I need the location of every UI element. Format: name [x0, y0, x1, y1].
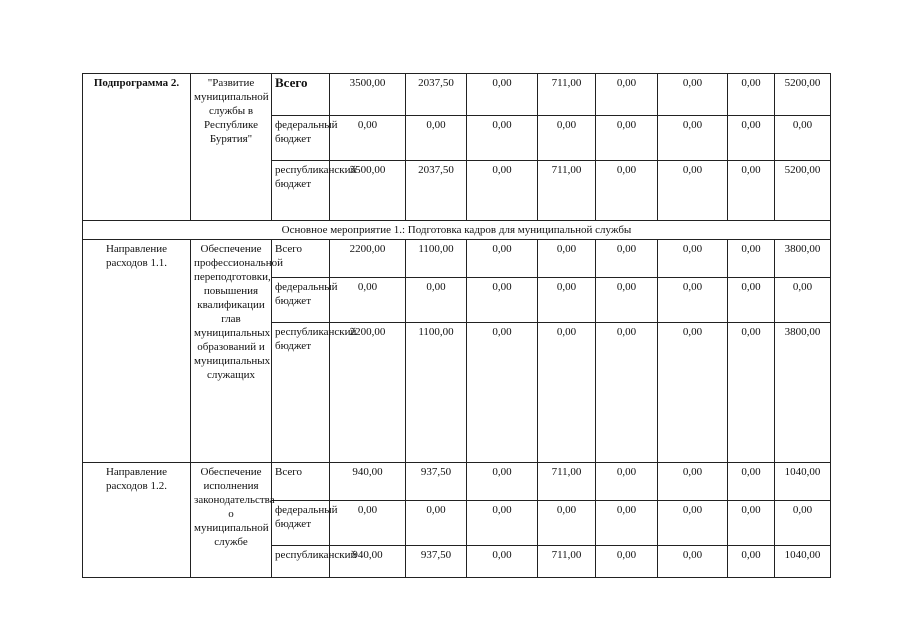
- value-cell: 1040,00: [775, 463, 831, 501]
- value-cell: 1100,00: [406, 240, 467, 278]
- source-cell: республиканский: [272, 546, 330, 578]
- value-cell: 5200,00: [775, 74, 831, 116]
- source-cell: федеральный бюджет: [272, 116, 330, 161]
- source-cell: федеральный бюджет: [272, 501, 330, 546]
- value-cell: 0,00: [775, 501, 831, 546]
- value-cell: 0,00: [658, 323, 728, 463]
- value-cell: 0,00: [596, 546, 658, 578]
- value-cell: 0,00: [728, 116, 775, 161]
- value-cell: 0,00: [658, 161, 728, 221]
- section-title: Основное мероприятие 1.: Подготовка кадров для муниципальной службы: [83, 221, 831, 240]
- value-cell: 711,00: [538, 463, 596, 501]
- value-cell: 0,00: [538, 501, 596, 546]
- value-cell: 0,00: [538, 116, 596, 161]
- value-cell: 0,00: [728, 161, 775, 221]
- table-row: [83, 463, 831, 501]
- value-cell: 711,00: [538, 161, 596, 221]
- value-cell: 0,00: [596, 501, 658, 546]
- value-cell: 3800,00: [775, 323, 831, 463]
- value-cell: 3500,00: [330, 161, 406, 221]
- direction-label: Направление расходов 1.2.: [83, 463, 191, 578]
- value-cell: 0,00: [406, 278, 467, 323]
- value-cell: 0,00: [596, 74, 658, 116]
- value-cell: 0,00: [658, 116, 728, 161]
- value-cell: 0,00: [728, 501, 775, 546]
- value-cell: 2200,00: [330, 323, 406, 463]
- value-cell: 0,00: [406, 116, 467, 161]
- program-label: Подпрограмма 2.: [83, 74, 191, 221]
- value-cell: 0,00: [330, 278, 406, 323]
- value-cell: 937,50: [406, 546, 467, 578]
- value-cell: 937,50: [406, 463, 467, 501]
- budget-table: [82, 73, 831, 578]
- value-cell: 711,00: [538, 546, 596, 578]
- source-cell: Всего: [272, 463, 330, 501]
- value-cell: 0,00: [467, 501, 538, 546]
- value-cell: 0,00: [728, 240, 775, 278]
- value-cell: 0,00: [467, 240, 538, 278]
- value-cell: 2037,50: [406, 161, 467, 221]
- value-cell: 0,00: [467, 546, 538, 578]
- value-cell: 0,00: [538, 323, 596, 463]
- value-cell: 0,00: [728, 463, 775, 501]
- value-cell: 1040,00: [775, 546, 831, 578]
- value-cell: 0,00: [596, 116, 658, 161]
- value-cell: 0,00: [596, 463, 658, 501]
- value-cell: 0,00: [467, 323, 538, 463]
- value-cell: 711,00: [538, 74, 596, 116]
- source-cell: республиканский бюджет: [272, 323, 330, 463]
- direction-name: Обеспечение исполнения законодательства о муниципальной службе: [191, 463, 272, 578]
- value-cell: 0,00: [728, 546, 775, 578]
- direction-name: Обеспечение профессиональной переподготовки, повышения квалификации глав муниципальных образований и муниципальных служащих: [191, 240, 272, 463]
- value-cell: 0,00: [728, 323, 775, 463]
- value-cell: 0,00: [658, 278, 728, 323]
- source-cell: Всего: [272, 74, 330, 116]
- value-cell: 3800,00: [775, 240, 831, 278]
- value-cell: 0,00: [658, 74, 728, 116]
- value-cell: 0,00: [658, 501, 728, 546]
- value-cell: 0,00: [596, 278, 658, 323]
- value-cell: 0,00: [330, 501, 406, 546]
- program-name: "Развитие муниципальной службы в Республике Бурятия": [191, 74, 272, 221]
- value-cell: 0,00: [775, 116, 831, 161]
- value-cell: 0,00: [467, 161, 538, 221]
- value-cell: 3500,00: [330, 74, 406, 116]
- value-cell: 0,00: [538, 240, 596, 278]
- value-cell: 0,00: [467, 463, 538, 501]
- value-cell: 2200,00: [330, 240, 406, 278]
- source-cell: федеральный бюджет: [272, 278, 330, 323]
- value-cell: 940,00: [330, 546, 406, 578]
- value-cell: 940,00: [330, 463, 406, 501]
- value-cell: 0,00: [406, 501, 467, 546]
- value-cell: 0,00: [658, 463, 728, 501]
- section-row: [83, 221, 831, 240]
- value-cell: 2037,50: [406, 74, 467, 116]
- value-cell: 0,00: [467, 116, 538, 161]
- value-cell: 0,00: [596, 240, 658, 278]
- value-cell: 0,00: [330, 116, 406, 161]
- table-row: [83, 240, 831, 278]
- value-cell: 0,00: [596, 161, 658, 221]
- source-cell: Всего: [272, 240, 330, 278]
- value-cell: 0,00: [658, 240, 728, 278]
- value-cell: 0,00: [728, 278, 775, 323]
- value-cell: 0,00: [467, 278, 538, 323]
- value-cell: 0,00: [467, 74, 538, 116]
- value-cell: 0,00: [658, 546, 728, 578]
- value-cell: 0,00: [728, 74, 775, 116]
- direction-label: Направление расходов 1.1.: [83, 240, 191, 463]
- value-cell: 0,00: [538, 278, 596, 323]
- value-cell: 1100,00: [406, 323, 467, 463]
- value-cell: 0,00: [775, 278, 831, 323]
- value-cell: 0,00: [596, 323, 658, 463]
- table-row: [83, 74, 831, 116]
- value-cell: 5200,00: [775, 161, 831, 221]
- source-cell: республиканский бюджет: [272, 161, 330, 221]
